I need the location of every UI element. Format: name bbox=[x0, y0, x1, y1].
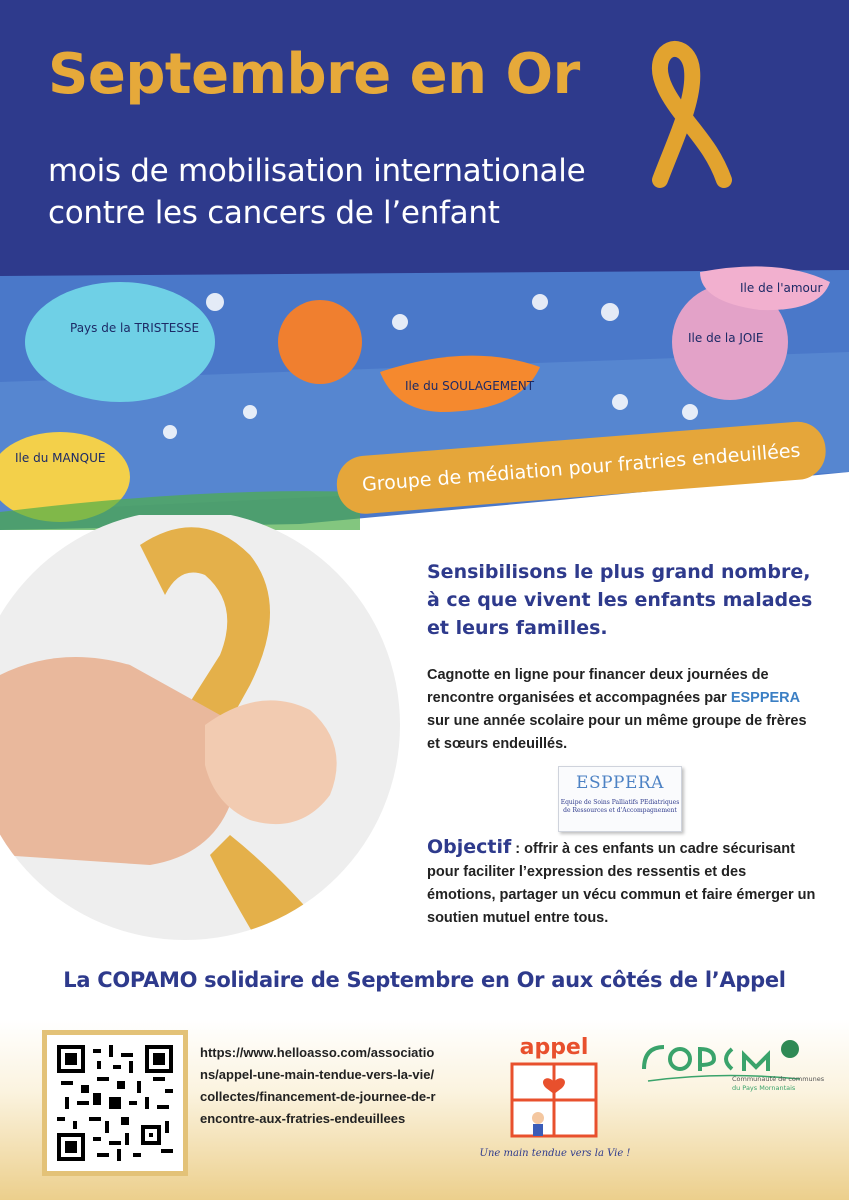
gold-ribbon-icon bbox=[620, 30, 740, 190]
solidarity-statement: La COPAMO solidaire de Septembre en Or aux côtés de l’Appel bbox=[63, 968, 786, 992]
page-subtitle bbox=[48, 150, 608, 234]
esppera-logo-subtitle-2: de Ressources et d'Accompagnement bbox=[563, 807, 677, 814]
appel-slogan: Une main tendue vers la Vie ! bbox=[479, 1148, 631, 1159]
cagnotte-text-end: sur une année scolaire pour un même groupe de frères et sœurs endeuillés. bbox=[427, 713, 807, 752]
esppera-mention: ESPPERA bbox=[730, 690, 800, 706]
mediation-banner: Groupe de médiation pour fratries endeuillées bbox=[335, 420, 828, 516]
fist-bump-photo bbox=[0, 515, 420, 945]
sun-face-drawing bbox=[278, 300, 362, 384]
subtitle-line-2: contre les cancers de l’enfant bbox=[48, 195, 500, 231]
artwork-label-manque: Ile du MANQUE bbox=[15, 451, 106, 465]
artwork-label-joie: Ile de la JOIE bbox=[688, 331, 764, 345]
donation-url[interactable]: https://www.helloasso.com/associations/appel-une-main-tendue-vers-la-vie/collectes/financement-de-journee-de-rencontre-aux-fratries-endeuillees bbox=[200, 1045, 436, 1126]
objectif-paragraph bbox=[427, 836, 817, 930]
esppera-logo-subtitle-1: Equipe de Soins Palliatifs PEdiatriques bbox=[560, 799, 680, 806]
objectif-text: : offrir à ces enfants un cadre sécurisant pour faciliter l’expression des ressentis et des émotions, partager un vécu commun et faire émerger un soutien mutuel entre tous. bbox=[427, 841, 816, 926]
appel-logo-name: appel bbox=[519, 1035, 589, 1060]
copamo-tagline-1: Communauté de communes bbox=[732, 1075, 825, 1083]
island-tristesse bbox=[25, 282, 215, 402]
artwork-label-soulagement: Ile du SOULAGEMENT bbox=[405, 379, 535, 393]
artwork-label-amour: Ile de l'amour bbox=[740, 281, 823, 295]
artwork-label-tristesse: Pays de la TRISTESSE bbox=[70, 321, 200, 335]
esppera-logo bbox=[558, 766, 682, 832]
appel-logo bbox=[479, 1032, 631, 1162]
page-title: Septembre en Or bbox=[48, 42, 580, 107]
cagnotte-text-start: Cagnotte en ligne pour financer deux journées de rencontre organisées et accompagnées par bbox=[427, 667, 769, 706]
esppera-logo-subtitle bbox=[559, 799, 681, 815]
tagline: Sensibilisons le plus grand nombre, à ce que vivent les enfants malades et leurs familles. bbox=[427, 561, 813, 639]
qr-code[interactable] bbox=[42, 1030, 188, 1176]
child-figure-icon bbox=[532, 1112, 544, 1124]
copamo-dot-icon bbox=[781, 1040, 799, 1058]
copamo-tagline-2: du Pays Mornantais bbox=[732, 1084, 796, 1092]
cagnotte-paragraph bbox=[427, 664, 817, 756]
subtitle-line-1: mois de mobilisation internationale bbox=[48, 153, 586, 189]
copamo-logo bbox=[640, 1035, 825, 1095]
qr-code-icon bbox=[57, 1045, 173, 1161]
objectif-label: Objectif bbox=[427, 836, 512, 858]
esppera-logo-name: ESPPERA bbox=[576, 773, 664, 793]
